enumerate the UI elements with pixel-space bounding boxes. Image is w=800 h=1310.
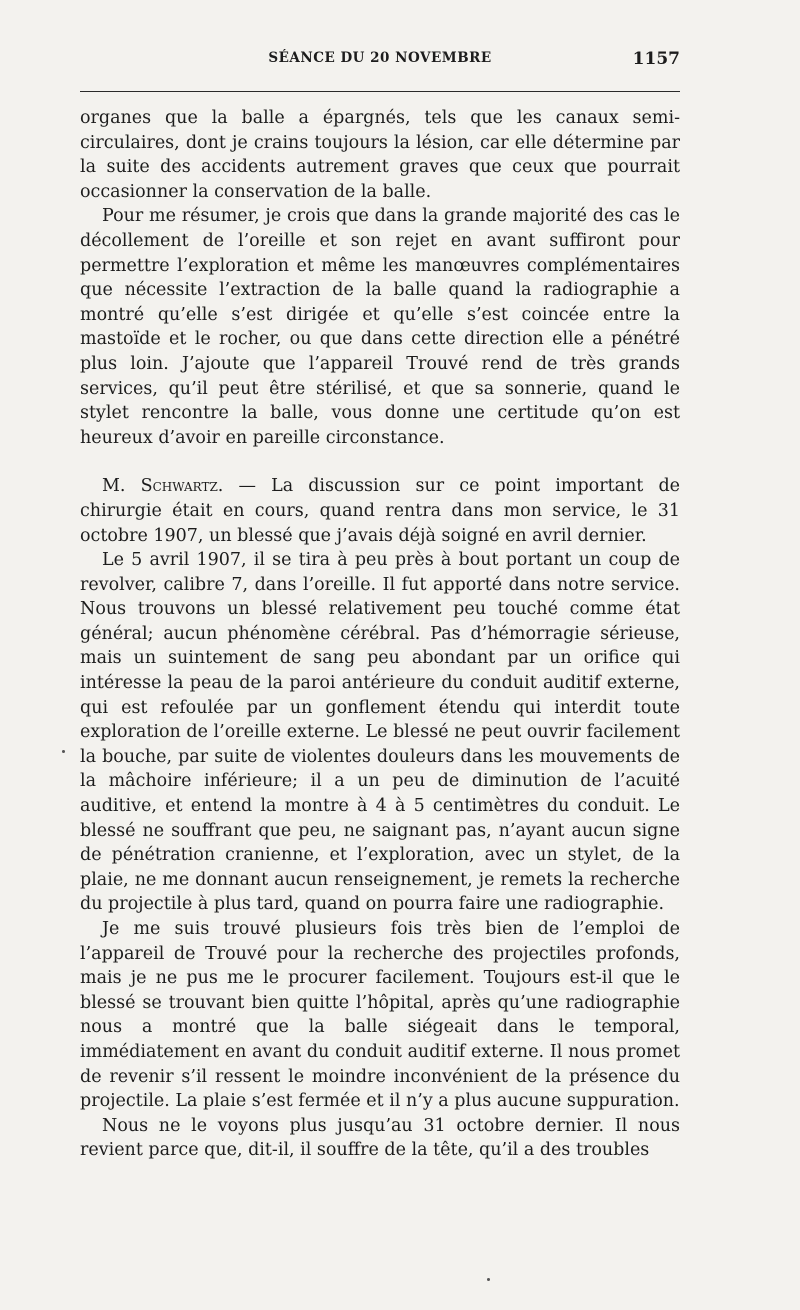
margin-speck <box>487 1278 490 1281</box>
paragraph-trouve-device: Je me suis trouvé plusieurs fois très bien de l’emploi de l’appareil de Trouvé pour la recherche des projectiles profonds, mais je ne pus me le procurer facilement. Toujours est-il que le blessé se trouvant bien quitte l’hôpital, après qu’une radiographie nous a montré que la balle siégeait dans le temporal, immédiatement en avant du conduit auditif externe. Il nous promet de revenir s’il ressent le moindre inconvénient de la présence du projectile. La plaie s’est fermée et il n’y a plus aucune suppuration. <box>80 919 680 1112</box>
margin-speck <box>62 750 65 753</box>
running-header <box>80 50 680 74</box>
paragraph-summary: Pour me résumer, je crois que dans la grande majorité des cas le décollement de l’oreille et son rejet en avant suffiront pour permettre l’exploration et même les manœuvres complémentaires que nécessite l’extraction de la balle quand la radiographie a montré qu’elle s’est dirigée et qu’elle s’est coincée entre la mastoïde et le rocher, ou que dans cette direction elle a pénétré plus loin. J’ajoute que l’appareil Trouvé rend de très grands services, qu’il peut être stérilisé, et que sa sonnerie, quand le stylet rencontre la balle, vous donne une certitude qu’on est heureux d’avoir en pareille circonstance. <box>80 206 680 448</box>
paragraph-schwartz-intro <box>80 474 680 548</box>
paragraph-return: Nous ne le voyons plus jusqu’au 31 octobre dernier. Il nous revient parce que, dit-il, il souffre de la tête, qu’il a des troubles <box>80 1115 680 1161</box>
body-text <box>80 106 680 1163</box>
header-rule <box>80 91 680 92</box>
speaker-remark: — La discussion sur ce point important de chirurgie était en cours, quand rentra dans mon service, le 31 octobre 1907, un blessé que j’avais déjà soigné en avril dernier. <box>80 476 681 546</box>
paragraph-continued: organes que la balle a épargnés, tels que les canaux semi-circulaires, dont je crains toujours la lésion, car elle détermine par la suite des accidents autrement graves que ceux que pourrait occasionner la conservation de la balle. <box>80 108 680 202</box>
running-header-title: SÉANCE DU 20 NOVEMBRE <box>268 50 492 66</box>
paragraph-case-history: Le 5 avril 1907, il se tira à peu près à bout portant un coup de revolver, calibre 7, dans l’oreille. Il fut apporté dans notre service. Nous trouvons un blessé relativement peu touché comme état général; aucun phénomène cérébral. Pas d’hémorragie sérieuse, mais un suintement de sang peu abondant par un orifice qui intéresse la peau de la paroi antérieure du conduit auditif externe, qui est refoulée par un gonflement étendu qui interdit toute exploration de l’oreille externe. Le blessé ne peut ouvrir facilement la bouche, par suite de violentes douleurs dans les mouvements de la mâchoire inférieure; il a un peu de diminution de l’acuité auditive, et entend la montre à 4 à 5 centimètres du conduit. Le blessé ne souffrant que peu, ne saignant pas, n’ayant aucun signe de pénétration cranienne, et l’exploration, avec un stylet, de la plaie, ne me donnant aucun renseignement, je remets la recherche du projectile à plus tard, quand on pourra faire une radiographie. <box>80 550 680 915</box>
speaker-name: M. Schwartz. <box>102 476 224 497</box>
page-number: 1157 <box>632 49 680 69</box>
